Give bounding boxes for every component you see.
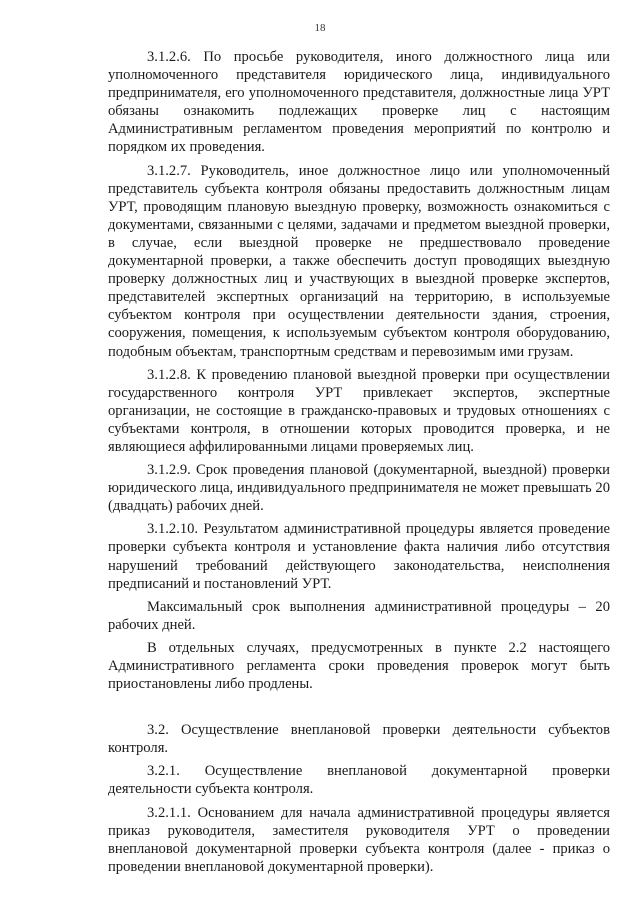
paragraph-3-2: 3.2. Осуществление внеплановой проверки деятельности субъектов контроля. (108, 722, 610, 757)
paragraph-3-2-1-1: 3.2.1.1. Основанием для начала административной процедуры является приказ руководителя, заместителя руководителя УРТ о проведении внеплановой документарной проверки субъекта контроля (далее - приказ о проведении внеплановой документарной проверки). (108, 804, 610, 875)
paragraph-max-term: Максимальный срок выполнения административной процедуры – 20 рабочих дней. (108, 598, 610, 633)
paragraph-special-cases: В отдельных случаях, предусмотренных в пункте 2.2 настоящего Административного регламента сроки проведения проверок могут быть приостановлены либо продлены. (108, 639, 610, 693)
paragraph-3-1-2-7: 3.1.2.7. Руководитель, иное должностное лицо или уполномоченный представитель субъекта контроля обязаны предоставить должностным лицам УРТ, проводящим плановую выездную проверку, возможность ознакомиться с документами, связанными с целями, задачами и предметом выездной проверки, в случае, если выездной проверке не предшествовало проведение документарной проверки, а также обеспечить доступ проводящих выездную проверку должностных лиц и участвующих в выездной проверке экспертов, представителей экспертных организаций на территорию, в используемые субъектом контроля при осуществлении деятельности здания, строения, сооружения, помещения, к используемым субъектом контроля оборудованию, подобным объектам, транспортным средствам и перевозимым ими грузам. (108, 162, 610, 360)
page-number: 18 (314, 22, 326, 34)
paragraph-3-2-1: 3.2.1. Осуществление внеплановой документарной проверки деятельности субъекта контроля. (108, 763, 610, 798)
paragraph-3-1-2-6: 3.1.2.6. По просьбе руководителя, иного должностного лица или уполномоченного представителя юридического лица, индивидуального предпринимателя, его уполномоченного представителя, должностные лица УРТ обязаны ознакомить подлежащих проверке лиц с настоящим Административным регламентом проведения мероприятий по контролю и порядком их проведения. (108, 49, 610, 156)
document-body (108, 48, 610, 876)
paragraph-3-1-2-9: 3.1.2.9. Срок проведения плановой (документарной, выездной) проверки юридического лица, индивидуального предпринимателя не может превышать 20 (двадцать) рабочих дней. (108, 462, 610, 515)
paragraph-3-1-2-8: 3.1.2.8. К проведению плановой выездной проверки при осуществлении государственного контроля УРТ привлекает экспертов, экспертные организации, не состоящие в гражданско-правовых и трудовых отношениях с субъектами контроля, в отношении которых проводится проверка, и не являющиеся аффилированными лицами проверяемых лиц. (108, 366, 610, 455)
paragraph-3-1-2-10: 3.1.2.10. Результатом административной процедуры является проведение проверки субъекта контроля и установление факта наличия либо отсутствия нарушений требований действующего законодательства, неисполнения предписаний и постановлений УРТ. (108, 521, 610, 592)
